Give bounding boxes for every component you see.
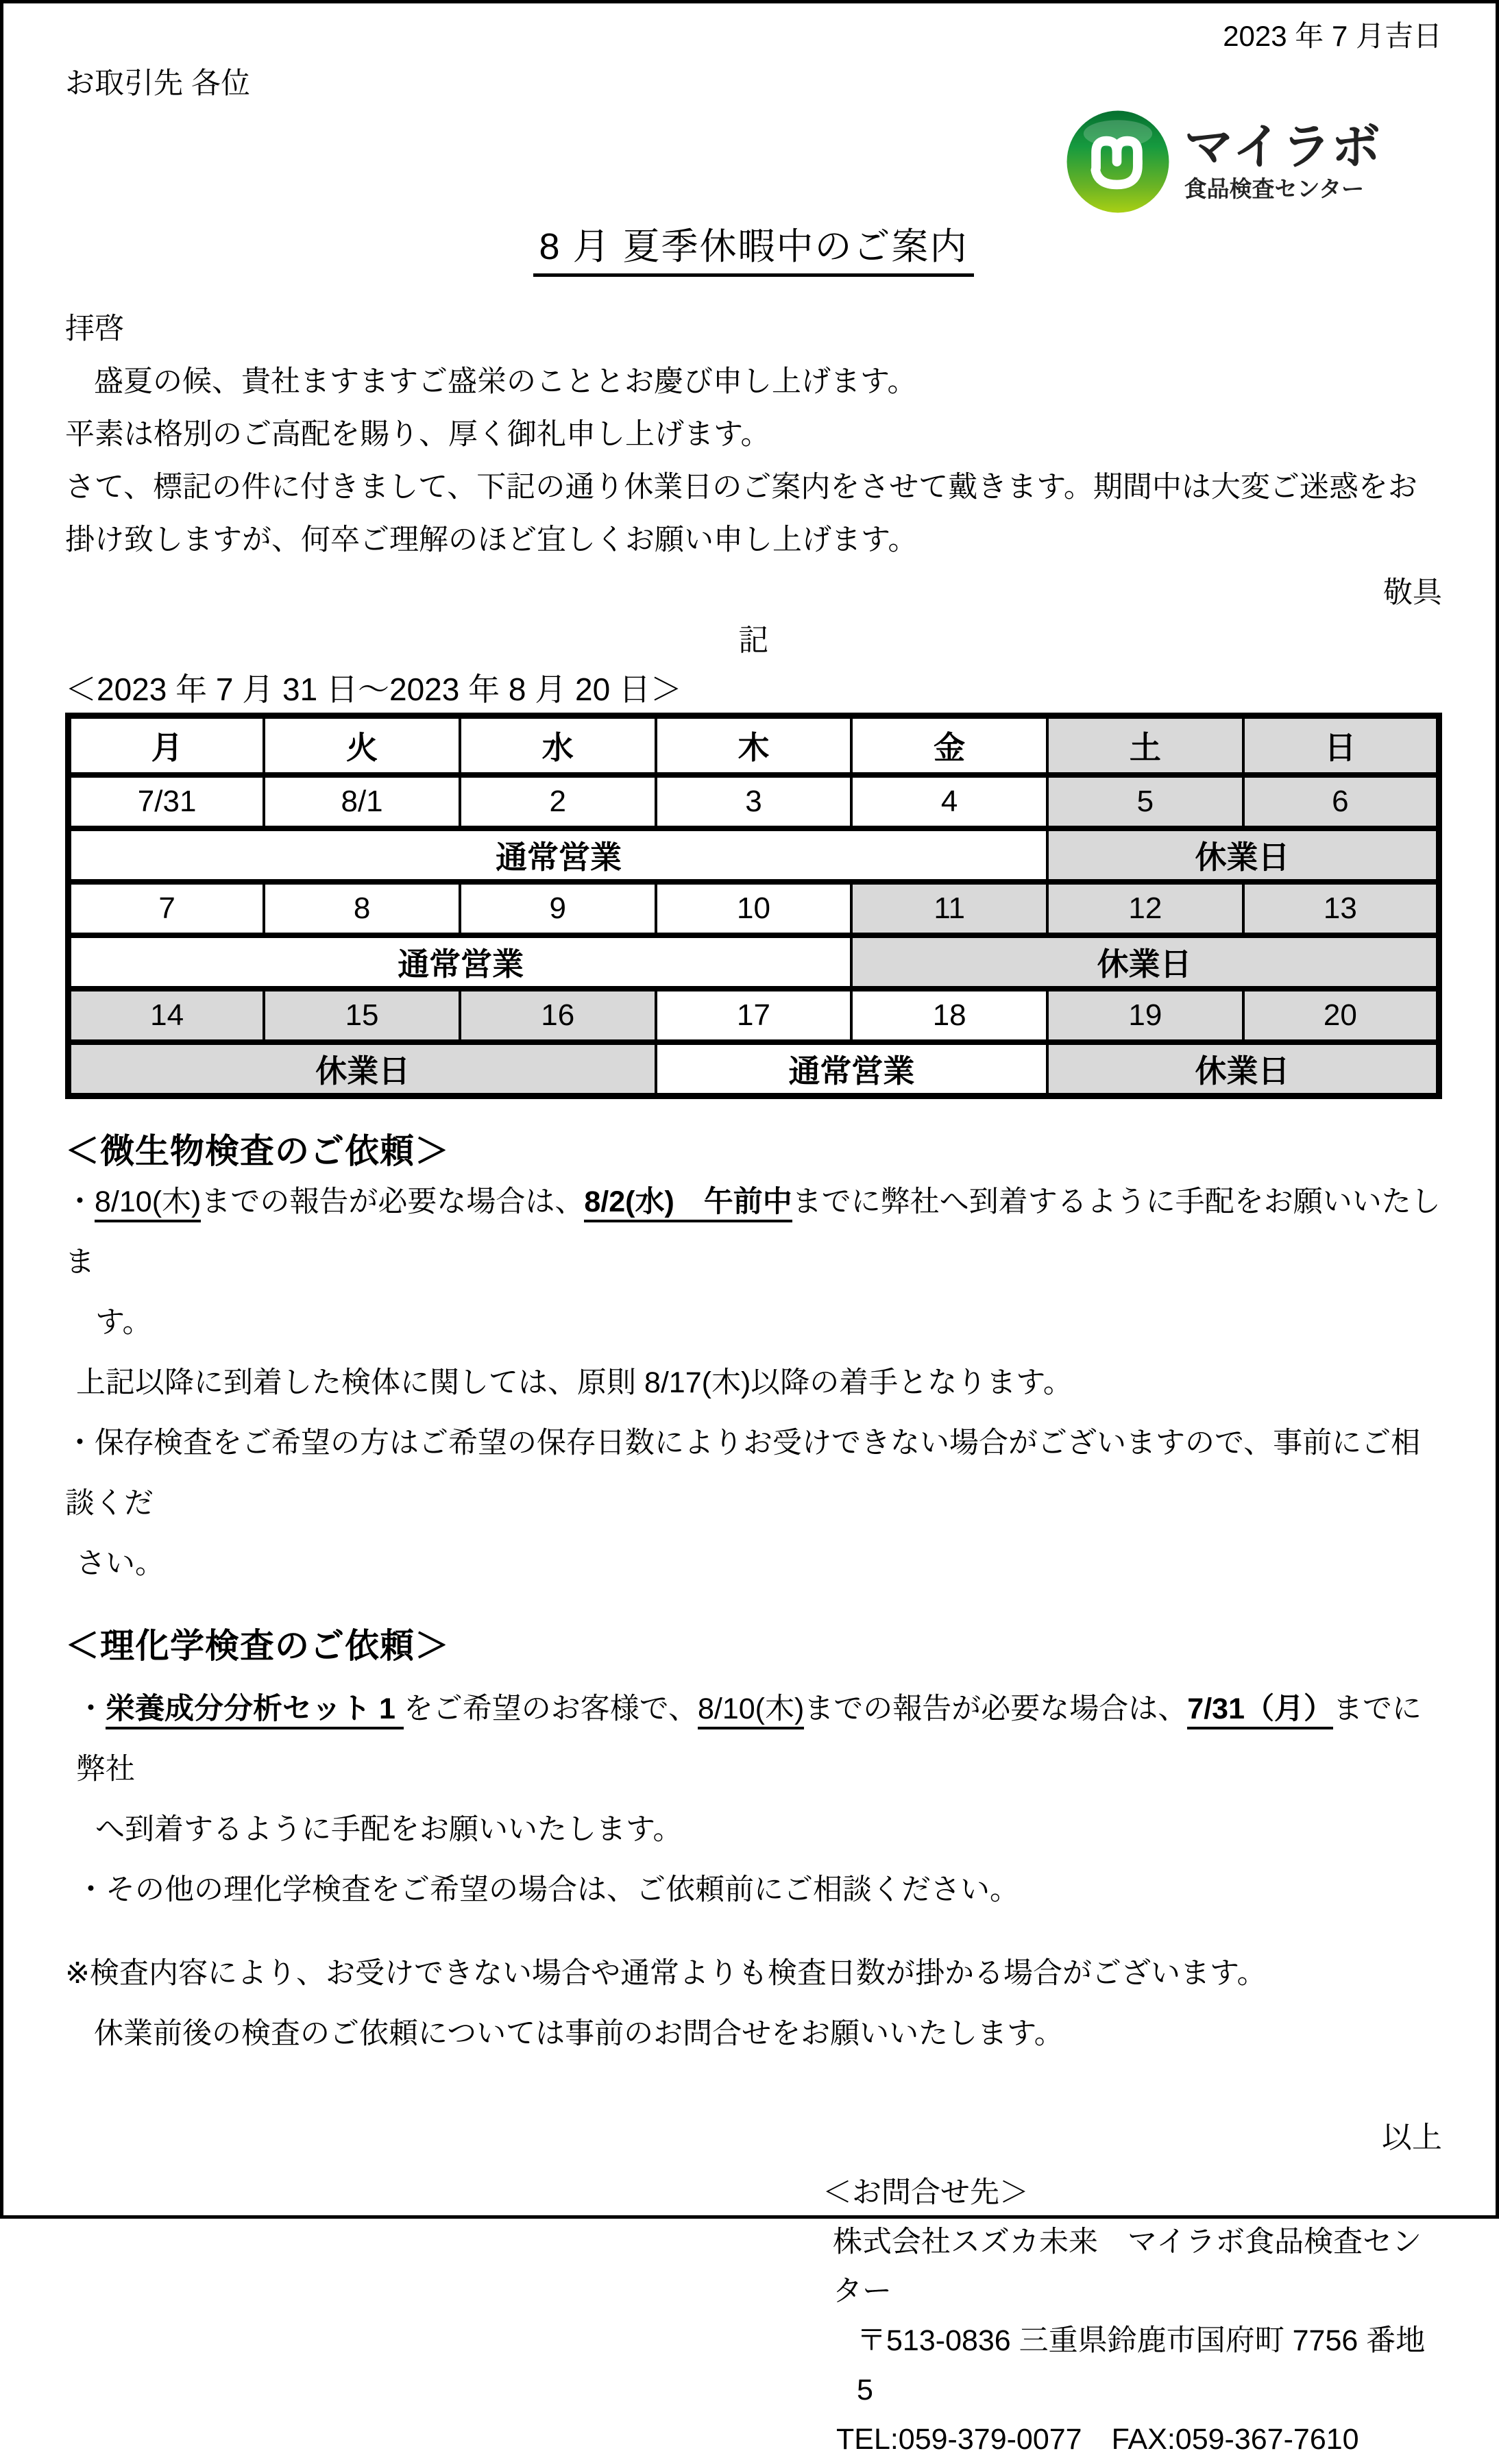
bullet-line: ・保存検査をご希望の方はご希望の保存日数によりお受けできない場合がございますので、事前にご相談くだ [65,1427,1421,1520]
page-title: 8 月 夏季休暇中のご案内 [533,225,973,277]
date-cell: 17 [656,989,852,1042]
text-segment: 栄養成分分析セット 1 [106,1692,404,1729]
text-segment: ・ [65,1185,95,1218]
weekday-header-cell: 金 [851,716,1047,776]
date-cell: 7 [69,882,265,935]
logo-name: マイラボ [1184,120,1380,175]
text-segment: 7/31（月） [1187,1692,1333,1729]
status-cell: 通常営業 [69,828,1048,882]
text-segment: までの報告が必要な場合は、 [201,1185,585,1218]
bullet-line [76,1679,1442,1799]
date-cell: 14 [69,989,265,1042]
salutation: 拝啓 [65,312,124,345]
closing-keigu: 敬具 [1383,576,1442,609]
status-cell: 休業日 [1047,828,1439,882]
date-cell: 18 [851,989,1047,1042]
text-segment: 8/10(木) [698,1692,804,1729]
date-cell: 2 [460,775,656,828]
note-line: ※検査内容により、お受けできない場合や通常よりも検査日数が掛かる場合がございます。 [65,1957,1267,1990]
date-cell: 15 [264,989,460,1042]
status-cell: 通常営業 [656,1042,1047,1096]
weekday-header-cell: 木 [656,716,852,776]
record-mark: 記 [738,624,769,657]
status-cell: 休業日 [1047,1042,1439,1096]
date-cell: 5 [1047,775,1243,828]
date-cell: 12 [1047,882,1243,935]
period-range: ＜2023 年 7 月 31 日～2023 年 8 月 20 日＞ [65,672,682,707]
note-line: 上記以降に到着した検体に関しては、原則 8/17(木)以降の着手となります。 [76,1366,1073,1399]
note-line: 休業前後の検査のご依頼については事前のお問合せをお願いいたします。 [94,2017,1064,2050]
status-cell: 休業日 [851,935,1439,989]
text-segment: 8/2(水) 午前中 [584,1185,792,1222]
microbio-section [65,1172,1442,1594]
contact-heading: ＜お問合せ先＞ [822,2176,1029,2209]
text-segment: までの報告が必要な場合は、 [804,1692,1188,1725]
title-row [65,225,1442,277]
date-cell: 3 [656,775,852,828]
greeting-block [65,303,1442,619]
date-cell: 13 [1243,882,1439,935]
green-sphere-m-smile-icon [1066,110,1170,214]
weekday-header-cell: 月 [69,716,265,776]
bullet-line-cont: へ到着するように手配をお願いいたします。 [95,1813,683,1846]
recipient-line: お取引先 各位 [65,67,250,100]
date-cell: 6 [1243,775,1439,828]
date-line: 2023 年 7 月吉日 [1223,20,1442,52]
greeting-line: 掛け致しますが、何卒ご理解のほど宜しくお願い申し上げます。 [65,523,918,556]
bullet-line [65,1172,1442,1292]
date-cell: 9 [460,882,656,935]
date-cell: 16 [460,989,656,1042]
end-mark: 以上 [1382,2121,1442,2154]
company-name: 株式会社スズカ未来 マイラボ食品検査センター [833,2226,1422,2308]
date-cell: 19 [1047,989,1243,1042]
date-cell: 10 [656,882,852,935]
mylab-logo [65,108,1380,216]
date-cell: 20 [1243,989,1439,1042]
contact-block [822,2168,1442,2464]
logo-text [1184,120,1380,204]
status-cell: 休業日 [69,1042,656,1096]
section-heading-microbio: ＜微生物検査のご依頼＞ [65,1132,450,1170]
date-cell: 8 [264,882,460,935]
company-telfax: TEL:059-379-0077 FAX:059-367-7610 [836,2423,1359,2456]
date-cell: 8/1 [264,775,460,828]
bullet-line-cont: す。 [95,1306,152,1339]
greeting-line: 平素は格別のご高配を賜り、厚く御礼申し上げます。 [65,418,770,451]
weekday-header-cell: 土 [1047,716,1243,776]
notes-block [65,1943,1442,2064]
section-heading-physchem: ＜理化学検査のご依頼＞ [65,1627,450,1665]
bullet-line-cont: さい。 [76,1547,164,1580]
weekday-header-cell: 火 [264,716,460,776]
bullet-line: ・その他の理化学検査をご希望の場合は、ご依頼前にご相談ください。 [76,1873,1019,1906]
greeting-line: さて、標記の件に付きまして、下記の通り休業日のご案内をさせて戴きます。期間中は大変ご迷惑をお [65,471,1417,504]
status-cell: 通常営業 [69,935,852,989]
date-cell: 4 [851,775,1047,828]
text-segment: をご希望のお客様で、 [403,1692,698,1725]
physchem-section [65,1679,1442,1920]
text-segment: までに弊社へ到着するように手配をお願いいたしま [65,1185,1441,1279]
company-address: 〒513-0836 三重県鈴鹿市国府町 7756 番地 5 [857,2324,1426,2406]
logo-subtitle: 食品検査センター [1184,176,1365,201]
date-cell: 7/31 [69,775,265,828]
weekday-header-cell: 日 [1243,716,1439,776]
weekday-header-cell: 水 [460,716,656,776]
greeting-line: 盛夏の候、貴社ますますご盛栄のこととお慶び申し上げます。 [94,365,917,398]
date-cell: 11 [851,882,1047,935]
calendar-table [65,713,1442,1099]
text-segment: ・ [76,1692,106,1725]
text-segment: までに弊社 [76,1692,1422,1786]
text-segment: 8/10(木) [95,1185,201,1222]
